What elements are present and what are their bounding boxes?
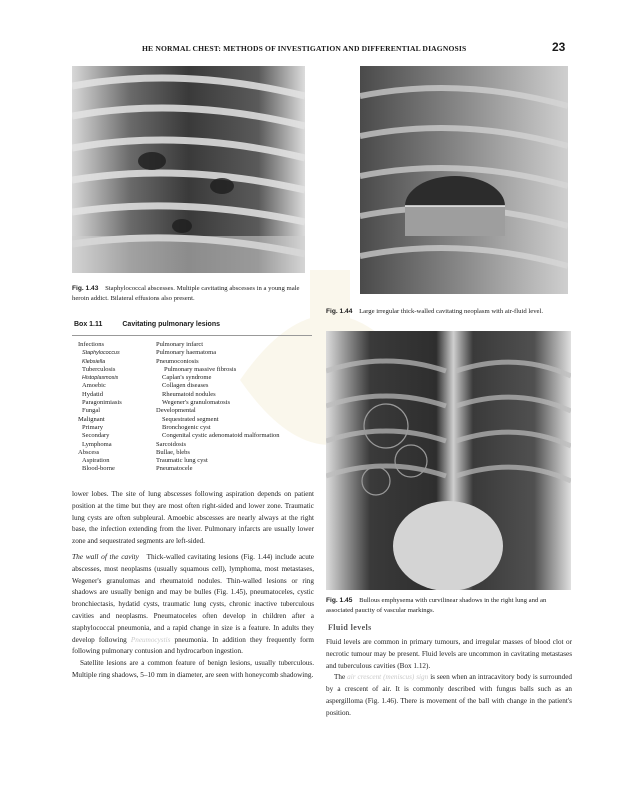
box-item: Secondary: [82, 432, 110, 440]
box-item: Developmental: [156, 407, 196, 415]
box-item: Traumatic lung cyst: [156, 457, 208, 465]
faint-text: Pneumocystis: [130, 635, 171, 644]
caption-text: Large irregular thick-walled cavitating neoplasm with air-fluid level.: [359, 308, 544, 315]
left-body-text: [72, 489, 314, 682]
box-item: Caplan's syndrome: [162, 374, 212, 382]
box-item: Bronchogenic cyst: [162, 423, 211, 431]
box-item: Blood-borne: [82, 465, 115, 473]
figure-1-44-caption: [326, 307, 570, 317]
box-title: [74, 321, 220, 328]
box-item: Infections: [78, 341, 104, 348]
section-heading-fluid-levels: Fluid levels: [328, 623, 372, 632]
figure-1-45-caption: [326, 596, 574, 615]
paragraph: Satellite lesions are a common feature of benign lesions, usually tuberculous. Multiple ring shadows, 5–10 mm in diameter, are seen with honeycomb shadowing.: [72, 659, 314, 679]
box-item: Lymphoma: [82, 440, 112, 448]
box-item: Pneumoconiosis: [156, 357, 199, 365]
figure-1-43-image: [72, 66, 305, 273]
box-heading: Cavitating pulmonary lesions: [122, 321, 221, 328]
paragraph-text: Thick-walled cavitating lesions (Fig. 1.44) include acute abscesses, most neoplasms (usually squamous cell), lymphoma, most metastases, Wegener's granulomas and rheumatoid nodules. Thin-walled lesions or ring shadows are usually benign and may be bulles (Fig. 1.45), pneumatoceles, cystic bronchiectasis, hydatid cysts, traumatic lung cysts, chronic inactive tuberculous cavities and neoplasms. Pneumatoceles often develop in children after a staphylococcal pneumonia, and a rapid change in size is a feature. In adults they develop following: [72, 552, 314, 644]
box-item: Paragonimiasis: [82, 399, 122, 407]
box-item: Klebsiella: [82, 358, 106, 365]
box-item: Tuberculosis: [82, 365, 116, 373]
box-item: Bullae, blebs: [156, 448, 190, 456]
faint-text: air crescent (meniscus) sign: [347, 673, 429, 682]
box-item: Pulmonary haematoma: [156, 349, 217, 357]
box-item: Pulmonary infarct: [156, 341, 204, 348]
caption-text: Bullous emphysema with curvilinear shadows in the right lung and an associated paucity of vascular markings.: [326, 597, 547, 614]
page-number: 23: [552, 40, 566, 54]
box-column-right: [156, 341, 312, 474]
box-item: Malignant: [78, 415, 105, 423]
running-header: HE NORMAL CHEST: METHODS OF INVESTIGATION AND DIFFERENTIAL DIAGNOSIS: [142, 44, 467, 53]
figure-1-45-image: [326, 331, 571, 590]
figure-label: Fig. 1.44: [326, 308, 353, 315]
paragraph: lower lobes. The site of lung abscesses following aspiration depends on patient position at the time but they are most often right-sided and lower zone. Traumatic lung cysts are often subpleural. Amoebic abscesses are nearly always at the right base, the infection extending from the liver. Pulmonary infarcts are usually lower zone and sequestrated segments are left-sided.: [72, 490, 314, 546]
figure-1-43-caption: [72, 284, 312, 303]
box-item: Pulmonary massive fibrosis: [164, 365, 237, 373]
box-item: Amoebic: [82, 382, 106, 390]
figure-label: Fig. 1.45: [326, 597, 353, 604]
paragraph-text: pneumonia. In addition they frequently form following pulmonary contusion and hydrocarbon ingestion.: [72, 635, 314, 656]
section-heading: The wall of the cavity: [72, 551, 139, 561]
box-item: Hydatid: [82, 390, 103, 398]
box-item: Staphylococcus: [82, 350, 120, 357]
box-item: Primary: [82, 423, 103, 431]
box-item: Sequestrated segment: [162, 415, 219, 423]
paragraph-text: The: [334, 673, 346, 682]
box-item: Congenital cystic adenomatoid malformation: [162, 432, 280, 440]
box-item: Fungal: [82, 407, 101, 415]
box-item: Abscess: [78, 448, 100, 456]
box-item: Aspiration: [82, 457, 110, 465]
box-column-left: [78, 341, 158, 474]
box-item: Rheumatoid nodules: [162, 390, 216, 398]
box-item: Sarcoidosis: [156, 440, 186, 448]
box-item: Pneumatocele: [156, 465, 193, 473]
figure-1-44-image: [360, 66, 568, 294]
box-item: Wegener's granulomatosis: [162, 399, 230, 407]
right-body-text: [326, 637, 572, 720]
box-item: Histoplasmosis: [82, 375, 119, 382]
box-item: Collagen diseases: [162, 382, 209, 390]
paragraph: [72, 551, 314, 658]
box-label: Box 1.11: [74, 321, 103, 328]
paragraph: [326, 672, 572, 719]
box-divider: [72, 335, 312, 336]
caption-text: Staphylococcal abscesses. Multiple cavitating abscesses in a young male heroin addict. Bilateral effusions also present.: [72, 285, 300, 302]
paragraph-text: is seen when an intracavitory body is surrounded by a crescent of air. It is commonly described with fungus balls such as an aspergilloma (Fig. 1.46). There is movement of the ball with change in the patient's position.: [326, 673, 573, 717]
paragraph: Fluid levels are common in primary tumours, and irregular masses of blood clot or necrotic tumour may be present. Fluid levels are uncommon in cavitating metastases and tuberculous cavities (Box 1.12).: [326, 638, 572, 670]
figure-label: Fig. 1.43: [72, 285, 99, 292]
